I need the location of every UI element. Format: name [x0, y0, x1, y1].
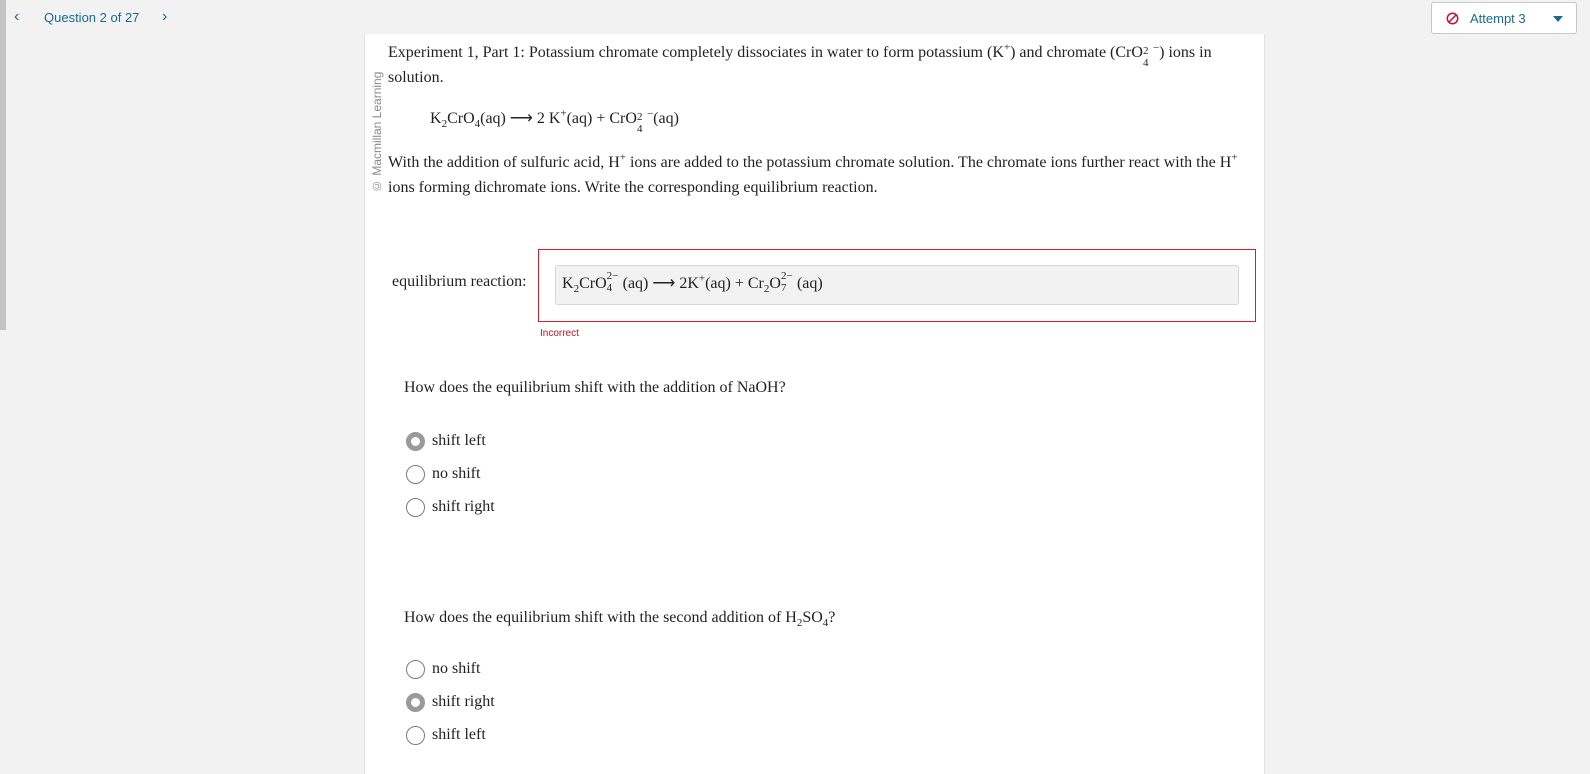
- eq-arrow: (aq) ⟶ 2 K: [480, 110, 561, 127]
- eq-k: K: [430, 110, 442, 127]
- left-scroll-rail: [0, 0, 6, 330]
- problem-context: With the addition of sulfuric acid, H+ ions are added to the potassium chromate solution. The chromate ions further react with the H+ ions forming dichromate ions. Write the corresponding equilibrium reaction.: [388, 151, 1238, 196]
- question-nav-bar: [0, 0, 1590, 36]
- context-text-2: ions are added to the potassium chromate solution. The chromate ions further react with the H: [625, 154, 1232, 171]
- intro-text-3: ) ions in solution.: [388, 44, 1212, 86]
- attempt-label: Attempt 3: [1470, 11, 1526, 26]
- context-text: With the addition of sulfuric acid, H: [388, 154, 620, 171]
- eq-cro: CrO: [447, 110, 475, 127]
- incorrect-feedback: Incorrect: [540, 328, 579, 339]
- context-text-3: ions forming dichromate ions. Write the corresponding equilibrium reaction.: [388, 179, 878, 196]
- eq-plus: (aq) + CrO: [566, 110, 637, 127]
- prompt-so: SO: [802, 609, 823, 626]
- option-label: shift right: [432, 498, 495, 515]
- problem-intro: Experiment 1, Part 1: Potassium chromate completely dissociates in water to form potassium (K+) and chromate (CrO 2 4 −) ions in solution.: [388, 41, 1212, 86]
- radio-button[interactable]: [406, 498, 425, 517]
- radio-button[interactable]: [406, 693, 425, 712]
- copyright-watermark: © Macmillan Learning: [370, 71, 384, 193]
- option-label: shift left: [432, 432, 486, 449]
- option-label: no shift: [432, 660, 481, 677]
- not-allowed-icon: [1446, 12, 1459, 25]
- intro-text: Experiment 1, Part 1: Potassium chromate completely dissociates in water to form potassium (K: [388, 44, 1004, 61]
- option-label: shift right: [432, 693, 495, 710]
- radio-button[interactable]: [406, 660, 425, 679]
- chevron-right-icon[interactable]: ›: [162, 8, 168, 25]
- caret-down-icon: [1553, 16, 1563, 22]
- attempt-dropdown[interactable]: [1431, 2, 1577, 34]
- radio-button[interactable]: [406, 726, 425, 745]
- equilibrium-reaction-label: equilibrium reaction:: [392, 273, 527, 290]
- h2so4-question-prompt: How does the equilibrium shift with the second addition of $H_2SO_4$?: [404, 609, 836, 630]
- intro-text-2: ) and chromate (CrO: [1010, 44, 1143, 61]
- chevron-left-icon[interactable]: ‹: [14, 8, 20, 25]
- eq-end: (aq): [653, 110, 679, 127]
- prompt-text: How does the equilibrium shift with the second addition of H: [404, 609, 797, 626]
- equilibrium-reaction-input[interactable]: $K_2CrO$ 2− 4 (aq) ⟶ $2K^+(aq) + Cr_2O$ 2− 7 (aq): [555, 265, 1239, 305]
- option-label: no shift: [432, 465, 481, 482]
- radio-button[interactable]: [406, 432, 425, 451]
- prompt-qmark: ?: [828, 609, 836, 626]
- naoh-question-prompt: How does the equilibrium shift with the addition of NaOH?: [404, 379, 786, 396]
- option-label: shift left: [432, 726, 486, 743]
- radio-button[interactable]: [406, 465, 425, 484]
- dissociation-equation: $K_2CrO_4(aq)$ ⟶ 2 K+(aq) + CrO 2 4 −(aq): [430, 107, 679, 136]
- question-counter[interactable]: Question 2 of 27: [44, 10, 140, 25]
- question-card: [364, 34, 1265, 774]
